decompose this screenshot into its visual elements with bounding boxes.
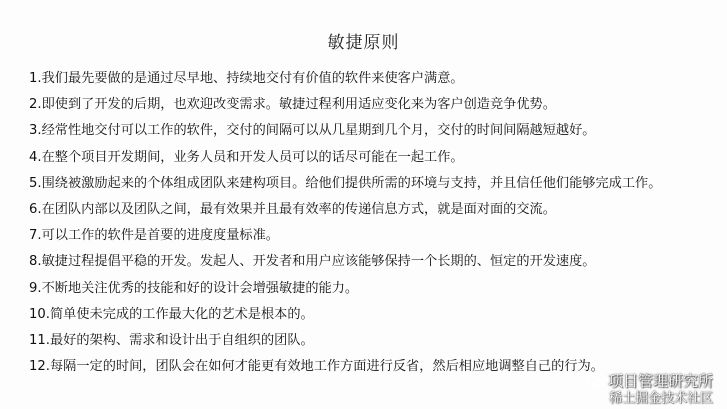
principle-item: 4.在整个项目开发期间，业务人员和开发人员可以的话尽可能在一起工作。 bbox=[29, 149, 464, 165]
principle-item: 2.即使到了开发的后期，也欢迎改变需求。敏捷过程利用适应变化来为客户创造竞争优势。 bbox=[29, 97, 556, 113]
principle-item: 3.经常性地交付可以工作的软件，交付的间隔可以从几星期到几个月，交付的时间间隔越短越好。 bbox=[29, 123, 596, 139]
principle-item: 5.围绕被激励起来的个体组成团队来建构项目。给他们提供所需的环境与支持，并且信任他们能够完成工作。 bbox=[29, 175, 662, 191]
principle-item: 7.可以工作的软件是首要的进度度量标准。 bbox=[29, 228, 279, 244]
watermark-line1: 项目管理研究所 bbox=[607, 372, 713, 390]
principle-item: 12.每隔一定的时间，团队会在如何才能更有效地工作方面进行反省，然后相应地调整自己的行为。 bbox=[29, 359, 604, 375]
principle-item: 10.简单使未完成的工作最大化的艺术是根本的。 bbox=[29, 306, 314, 322]
principle-item: 9.不断地关注优秀的技能和好的设计会增强敏捷的能力。 bbox=[29, 280, 359, 296]
watermark-line2: 稀土掘金技术社区 bbox=[608, 391, 713, 406]
principles-list bbox=[29, 66, 719, 380]
principle-item: 8.敏捷过程提倡平稳的开发。发起人、开发者和用户应该能够保持一个长期的、恒定的开发速度。 bbox=[29, 254, 596, 270]
principle-item: 6.在团队内部以及团队之间，最有效果并且最有效率的传递信息方式，就是面对面的交流。 bbox=[29, 201, 556, 217]
page-title: 敏捷原则 bbox=[327, 33, 400, 53]
principle-item: 11.最好的架构、需求和设计出于自组织的团队。 bbox=[29, 332, 314, 348]
principle-item: 1.我们最先要做的是通过尽早地、持续地交付有价值的软件来使客户满意。 bbox=[29, 71, 464, 86]
